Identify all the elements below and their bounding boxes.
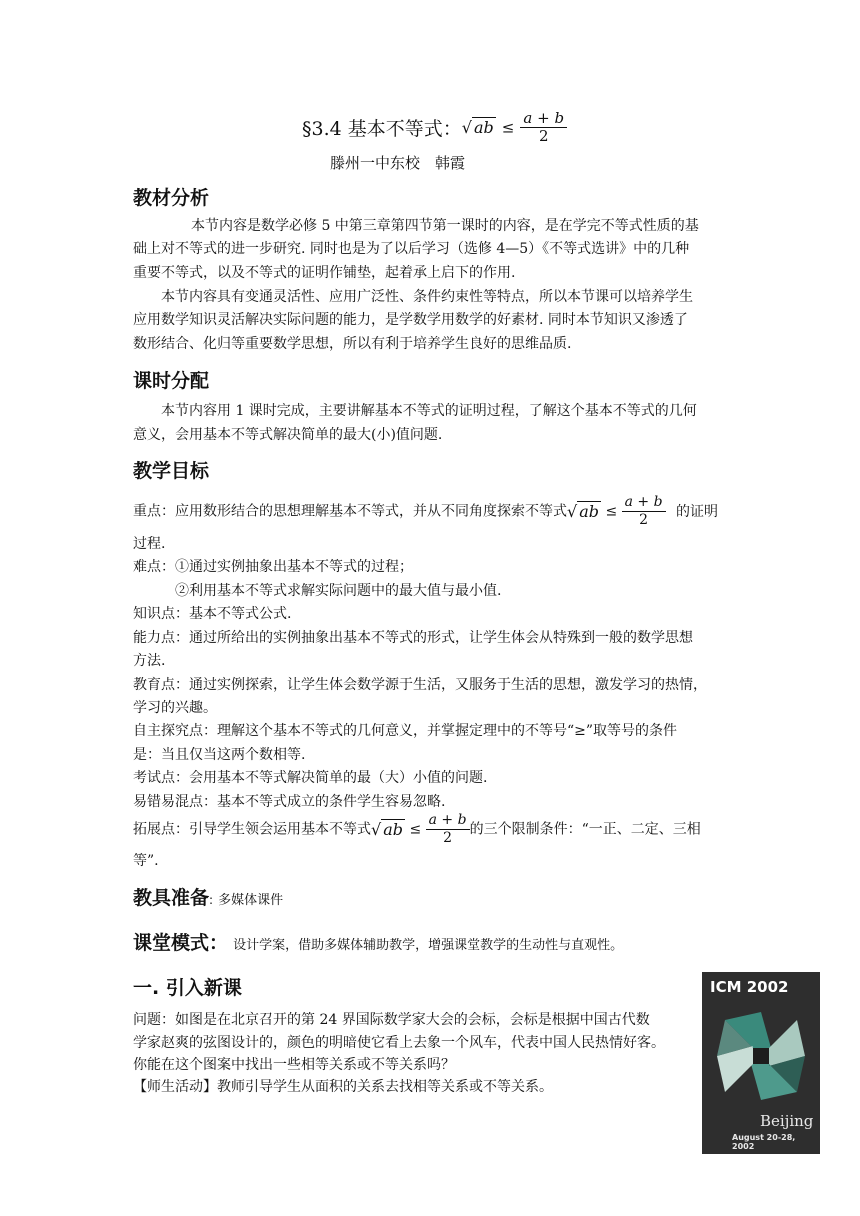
paragraph-line: 你能在这个图案中找出一些相等关系或不等关系吗？ [133, 1057, 455, 1073]
frac-denominator: 2 [538, 127, 549, 145]
title-fraction [520, 110, 567, 145]
author-line: 滕州一中东校 韩霞 [330, 154, 466, 172]
frac-numerator: a + b [622, 494, 666, 512]
paragraph-line: 意义，会用基本不等式解决简单的最大(小)值问题. [133, 427, 443, 443]
extension-text: 拓展点：引导学生领会运用基本不等式 [133, 821, 371, 838]
aids-text: 多媒体课件 [218, 893, 284, 908]
paragraph-line: 应用数学知识灵活解决实际问题的能力，是学数学用数学的好素材. 同时本节知识又渗透了 [133, 312, 688, 328]
key-point-suffix: 的证明 [676, 503, 719, 520]
heading-class-mode: 课堂模式： [133, 932, 229, 954]
frac-denominator: 2 [639, 512, 649, 528]
paragraph-line: 重要不等式，以及不等式的证明作铺垫，起着承上启下的作用. [133, 265, 516, 281]
frac-denominator: 2 [443, 830, 453, 846]
paragraph-line: 难点：①通过实例抽象出基本不等式的过程； [133, 559, 413, 575]
paragraph-line: 教育点：通过实例探索，让学生体会数学源于生活，又服务于生活的思想，激发学习的热情， [133, 677, 707, 693]
paragraph-line: ②利用基本不等式求解实际问题中的最大值与最小值. [175, 583, 502, 599]
sqrt-radicand: ab [383, 819, 403, 839]
paragraph-line: 能力点：通过所给出的实例抽象出基本不等式的形式，让学生体会从特殊到一般的数学思想 [133, 630, 693, 646]
leq-sign: ≤ [605, 503, 618, 520]
title-prefix: §3.4 基本不等式： [302, 118, 462, 140]
logo-title: ICM 2002 [710, 978, 789, 996]
frac-numerator: a + b [426, 812, 470, 830]
inline-fraction [622, 494, 666, 529]
sqrt-radicand: ab [473, 118, 494, 137]
paragraph-line: 方法. [133, 653, 166, 669]
class-mode-text: 设计学案，借助多媒体辅助教学，增强课堂教学的生动性与直观性。 [233, 938, 624, 953]
extension-point-line [133, 812, 701, 847]
leq-sign: ≤ [501, 118, 515, 137]
sqrt-expression: √ ab [371, 819, 403, 839]
logo-city: Beijing [760, 1112, 814, 1130]
paragraph-line: 础上对不等式的进一步研究. 同时也是为了以后学习（选修 4—5）《不等式选讲》中的几种 [133, 241, 690, 257]
paragraph-line: 本节内容是数学必修 5 中第三章第四节第一课时的内容，是在学完不等式性质的基 [191, 218, 699, 234]
paragraph-line: 问题：如图是在北京召开的第 24 界国际数学家大会的会标，会标是根据中国古代数 [133, 1012, 650, 1028]
paragraph-line: 本节内容用 1 课时完成，主要讲解基本不等式的证明过程，了解这个基本不等式的几何 [161, 403, 697, 419]
key-point-line [133, 494, 718, 529]
doc-title [302, 110, 567, 145]
heading-teaching-aids: 教具准备 [133, 887, 210, 909]
paragraph-line: 学习的兴趣。 [133, 700, 217, 716]
extension-suffix: 的三个限制条件：“一正、二定、三相 [469, 821, 701, 838]
paragraph-line: 【师生活动】教师引导学生从面积的关系去找相等关系或不等关系。 [133, 1079, 553, 1095]
aids-colon: : [209, 893, 214, 907]
paragraph-line: 考试点：会用基本不等式解决简单的最（大）小值的问题. [133, 770, 488, 786]
heading-class-hours: 课时分配 [133, 370, 210, 392]
paragraph-line: 是：当且仅当这两个数相等. [133, 747, 306, 763]
paragraph-line: 易错易混点：基本不等式成立的条件学生容易忽略. [133, 794, 446, 810]
leq-sign: ≤ [409, 821, 422, 838]
icm-2002-logo-image [702, 972, 820, 1154]
key-point-text: 重点：应用数形结合的思想理解基本不等式，并从不同角度探索不等式 [133, 503, 567, 520]
teaching-aids-line [133, 883, 283, 910]
logo-dates: August 20-28, 2002 [732, 1133, 796, 1151]
heading-teaching-goals: 教学目标 [133, 460, 210, 482]
class-mode-line [133, 928, 623, 955]
frac-numerator: a + b [520, 110, 567, 128]
paragraph-line: 自主探究点：理解这个基本不等式的几何意义，并掌握定理中的不等号“≥”取等号的条件 [133, 723, 678, 739]
heading-intro-new-lesson: 一. 引入新课 [133, 977, 242, 999]
paragraph-line: 学家赵爽的弦图设计的，颜色的明暗使它看上去象一个风车，代表中国人民热情好客。 [133, 1035, 665, 1051]
inline-fraction [426, 812, 470, 847]
paragraph-line: 过程. [133, 536, 166, 552]
sqrt-expression: √ ab [461, 118, 494, 137]
paragraph-line: 等”. [133, 853, 159, 869]
sqrt-radicand: ab [579, 501, 599, 521]
paragraph-line: 数形结合、化归等重要数学思想，所以有利于培养学生良好的思维品质. [133, 336, 572, 352]
sqrt-expression: √ ab [567, 501, 599, 521]
heading-textbook-analysis: 教材分析 [133, 187, 210, 209]
paragraph-line: 本节内容具有变通灵活性、应用广泛性、条件约束性等特点，所以本节课可以培养学生 [161, 289, 693, 305]
paragraph-line: 知识点：基本不等式公式. [133, 606, 292, 622]
